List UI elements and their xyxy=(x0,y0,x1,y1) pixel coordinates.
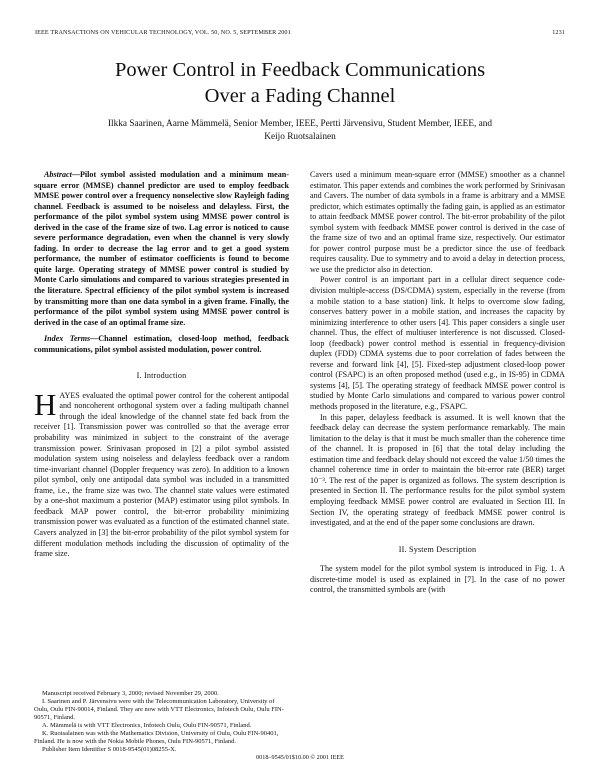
drop-cap: H xyxy=(34,386,57,422)
running-header xyxy=(35,29,565,36)
section-heading-system-description: II. System Description xyxy=(398,544,477,554)
index-terms xyxy=(34,334,289,355)
footnote-affiliation-2: A. Mämmelä is with VTT Electronics, Infotech Oulu, Oulu FIN-90571, Finland. xyxy=(42,722,252,729)
footnote-affiliation-1: I. Saarinen and P. Järvensivu were with the Telecommunication Laboratory, University of Oulu, Oulu FIN-90014, Finland. They are now with VTT Electronics, Infotech Oulu, Oulu FIN-90571, Finland. xyxy=(34,698,284,721)
body-paragraph-3: In this paper, delayless feedback is assumed. It is well known that the feedback delay can decrease the system performance remarkably. The main limitation to the delay is that it must be much smaller than the coherence time of the channel. It is proposed in [6] that the total delay including the estimation time and feedback delay should not exceed the value 1/50 times the channel coherence time in order to maintain the bit-error rate (BER) target 10⁻³. The rest of the paper is organized as follows. The system description is presented in Section II. The performance results for the pilot symbol system employing feedback MMSE power control are evaluated in Section III. In Section IV, the operating strategy of feedback MMSE power control is investigated, and at the end of the paper some conclusions are drawn. xyxy=(310,412,565,528)
title-line-2: Over a Fading Channel xyxy=(204,85,396,107)
section-heading-introduction: I. Introduction xyxy=(136,371,187,381)
page-number: 1231 xyxy=(552,29,565,36)
body-paragraph-2: Power control is an important part in a cellular direct sequence code-division multiple-access (DS/CDMA) system, especially in the reverse (from a mobile station to a base station) link. It helps to overcome slow fading, conserves battery power in a mobile station, and increases the capacity by minimizing interference to other users [4]. This paper considers a single user channel. Thus, the effect of multiuser interference is not discussed. Closed-loop (feedback) power control method is essential in frequency-division duplex (FDD) CDMA systems due to poor correlation of fades between the reverse and forward link [4], [5]. Fixed-step adjustment closed-loop power control (FSAPC) is an often proposed method (used e.g., in IS-95) in CDMA systems [4], [5]. The operating strategy of feedback MMSE power control is studied by Monte Carlo simulations and compared to various power control methods proposed in the literature, e.g., FSAPC. xyxy=(310,275,565,412)
intro-paragraph xyxy=(34,386,289,560)
body-paragraph-4: The system model for the pilot symbol system is introduced in Fig. 1. A discrete-time model is used as explained in [7]. In the case of no power control, the transmitted symbols are (with xyxy=(310,564,565,595)
authors-line-2: Keijo Ruotsalainen xyxy=(264,131,336,142)
abstract-text: Pilot symbol assisted modulation and a minimum mean-square error (MMSE) channel predictor are used to employ feedback MMSE power control over a frequency nonselective slow Rayleigh fading channel. Feedback is assumed to be noiseless and delayless. First, the performance of the pilot symbol system using MMSE power control is derived in the case of the frame size of two. Lag error is noticed to cause severe performance degradation, even when the channel is very slowly fading. In order to decrease the lag error and to get a good system performance, the number of estimator coefficients is found to become quite large. Operating strategy of MMSE power control is studied by Monte Carlo simulations and compared to various strategies presented in the literature. Spectral efficiency of the pilot symbol system is increased by transmitting more than one data symbol in a given frame. Finally, the performance of the pilot symbol system using MMSE power control is derived in the case of an optimal frame size. xyxy=(34,170,289,327)
authors-line-1: Ilkka Saarinen, Aarne Mämmelä, Senior Member, IEEE, Pertti Järvensivu, Student Member, IEEE, and xyxy=(107,119,493,129)
abstract-label: Abstract— xyxy=(44,170,80,179)
journal-header: IEEE TRANSACTIONS ON VEHICULAR TECHNOLOGY, VOL. 50, NO. 5, SEPTEMBER 2001 xyxy=(35,29,291,36)
intro-text: AYES evaluated the optimal power control for the coherent antipodal and noncoherent orthogonal system over a fading multipath channel through the ideal knowledge of the channel state fed back from the receiver [1]. Transmission power was controlled so that the average error probability was minimized in subject to the constraint of the average transmission power. Srinivasan proposed in [2] a pilot symbol assisted modulation system using noiseless and delayless feedback over a random time-invariant channel (Doppler frequency was zero). In addition to a known pilot symbol, only one antipodal data symbol was included in a transmitted frame, i.e., the frame size was two. The channel state values were estimated by a one-shot maximum a posterior (MAP) estimator using pilot symbols. In feedback MAP power control, the bit-error probability minimizing transmission power was evaluated as a function of the estimated channel state. Cavers analyzed in [3] the bit-error probability of the pilot symbol system for different modulation methods including the discussion of optimality of the frame size. xyxy=(34,390,289,559)
footnote-affiliation-3: K. Ruotsalainen was with the Mathematics Division, University of Oulu, Oulu FIN-90401, Finland. He is now with the Nokia Mobile Phones, Oulu FIN-90571, Finland. xyxy=(34,730,279,745)
abstract xyxy=(34,170,289,328)
footnote-identifier: Publisher Item Identifier S 0018-9545(01)08255-X. xyxy=(42,746,177,753)
right-column xyxy=(310,170,565,596)
index-terms-text: Channel estimation, closed-loop method, feedback communications, pilot symbol assisted modulation, power control. xyxy=(34,334,289,354)
footnotes xyxy=(34,690,289,754)
index-terms-label: Index Terms— xyxy=(44,334,99,344)
author-list xyxy=(60,118,540,143)
copyright-line: 0018–9545/01$10.00 © 2001 IEEE xyxy=(256,754,344,761)
left-column xyxy=(34,170,289,560)
paper-title xyxy=(40,57,560,109)
footnote-manuscript: Manuscript received February 3, 2000; revised November 29, 2000. xyxy=(42,690,219,697)
title-line-1: Power Control in Feedback Communications xyxy=(114,59,486,81)
body-paragraph-1: Cavers used a minimum mean-square error (MMSE) smoother as a channel estimator. This paper extends and combines the work performed by Srinivasan and Cavers. The number of data symbols in a frame is arbitrary and a MMSE predictor, which estimates optimally the fading gain, is applied as an estimator to attain feedback MMSE power control. The bit-error probability of the pilot symbol system with feedback MMSE power control is derived in the case of the frame size of two and an optimal frame size, respectively. Our estimator for power control purpose must be a predictor since the use of feedback requires causality. Due to symmetry and to avoid a delay in detection process, we use the predictor also in detection. xyxy=(310,170,565,274)
